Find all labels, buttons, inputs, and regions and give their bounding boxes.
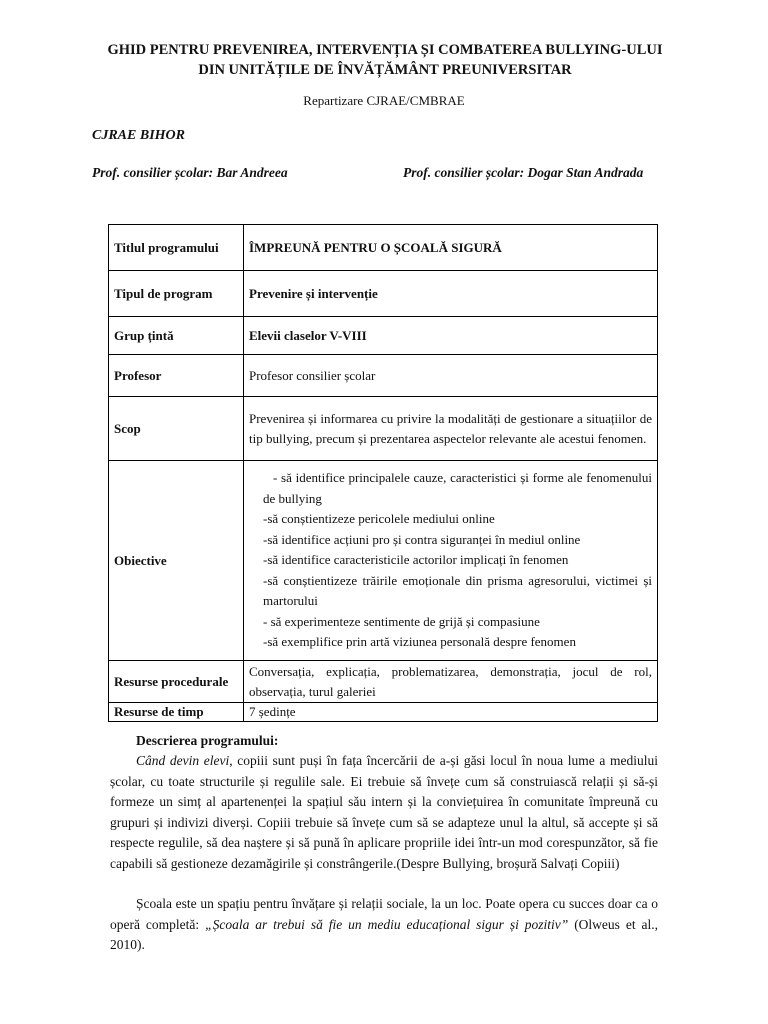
- list-item: -să conștientizeze trăirile emoționale din prisma agresorului, victimei și martorului: [263, 572, 652, 609]
- author-left: Prof. consilier școlar: Bar Andreea: [92, 165, 288, 180]
- table-row: [109, 703, 658, 722]
- list-item: - să identifice principalele cauze, caracteristici și forme ale fenomenului de bullying: [263, 470, 652, 506]
- row-label-obiective: Obiective: [109, 461, 244, 661]
- list-item: -să identifice acțiuni pro și contra siguranței în mediul online: [263, 531, 581, 547]
- document-title: [60, 40, 710, 80]
- paragraph-citation: (Olweus et al., 2010).: [110, 916, 659, 952]
- table-row: [109, 397, 658, 461]
- list-item: -să identifice caracteristicile actorilor implicați în fenomen: [263, 552, 569, 568]
- paragraph-quote: „Școala ar trebui să fie un mediu educațional sigur și pozitiv”: [205, 916, 569, 932]
- row-label-profesor: Profesor: [109, 355, 244, 397]
- author-right: Prof. consilier școlar: Dogar Stan Andrada: [403, 165, 644, 180]
- table-row: [109, 225, 658, 271]
- list-item: - să experimenteze sentimente de grijă și compasiune: [263, 613, 540, 629]
- row-value-resurse-procedurale: Conversația, explicația, problematizarea, demonstrația, jocul de rol, observația, turul galeriei: [244, 661, 658, 703]
- row-label-tip: Tipul de program: [109, 271, 244, 317]
- description-paragraph-2: [110, 894, 658, 956]
- row-label-titlu: Titlul programului: [109, 225, 244, 271]
- paragraph-text: , copiii sunt puși în fața încercării de a-și găsi locul în noua lume a mediului școlar, cu toate structurile și regulile sale. Ei trebuie să învețe cum să construiască relații și să-și formeze un simț al apartenenței la spațiul său intern și la conviețuirea în comunitate împreună cu grupuri și indivizi diverși. Copiii trebuie să învețe cum să se adapteze unul la altul, să accepte și să respecte regulile, să dea naștere și să pună în aplicare propriile idei într-un mod corespunzător, să fie capabili să gestioneze dezamăgirile și constrângerile.(Despre Bullying, broșură Salvați Copiii): [110, 753, 658, 871]
- title-line-2: DIN UNITĂȚILE DE ÎNVĂȚĂMÂNT PREUNIVERSITAR: [198, 62, 572, 78]
- list-item: -să conștientizeze pericolele mediului online: [263, 511, 495, 527]
- description-paragraph-1: [110, 751, 658, 874]
- title-line-1: GHID PENTRU PREVENIREA, INTERVENȚIA ȘI COMBATEREA BULLYING-ULUI: [107, 42, 663, 58]
- row-label-resurse-timp: Resurse de timp: [109, 703, 244, 722]
- description-heading: Descrierea programului:: [136, 733, 279, 748]
- paragraph-text: Școala este un spațiu pentru învățare și relații sociale, la un loc. Poate opera cu succes doar ca o operă completă:: [110, 896, 658, 932]
- row-label-grup: Grup țintă: [109, 317, 244, 355]
- row-value-resurse-timp: 7 ședințe: [244, 703, 658, 722]
- row-label-resurse-procedurale: Resurse procedurale: [109, 661, 244, 703]
- row-value-titlu: ÎMPREUNĂ PENTRU O ȘCOALĂ SIGURĂ: [244, 225, 658, 271]
- paragraph-italic-lead: Când devin elevi: [136, 753, 230, 768]
- organization-name: CJRAE BIHOR: [92, 128, 185, 143]
- row-label-scop: Scop: [109, 397, 244, 461]
- document-subtitle: Repartizare CJRAE/CMBRAE: [303, 93, 465, 108]
- table-row: [109, 317, 658, 355]
- table-row: [109, 661, 658, 703]
- table-row: [109, 355, 658, 397]
- objectives-list: [249, 468, 652, 653]
- row-value-scop: Prevenirea și informarea cu privire la modalități de gestionare a situațiilor de tip bullying, precum și prezentarea aspectelor relevante ale acestui fenomen.: [244, 397, 658, 461]
- row-value-tip: Prevenire și intervenție: [244, 271, 658, 317]
- row-value-grup: Elevii claselor V-VIII: [244, 317, 658, 355]
- program-table: [108, 224, 658, 722]
- row-value-profesor: Profesor consilier școlar: [244, 355, 658, 397]
- list-item: -să exemplifice prin artă viziunea personală despre fenomen: [263, 634, 576, 650]
- table-row: [109, 461, 658, 661]
- table-row: [109, 271, 658, 317]
- row-value-obiective: [244, 461, 658, 661]
